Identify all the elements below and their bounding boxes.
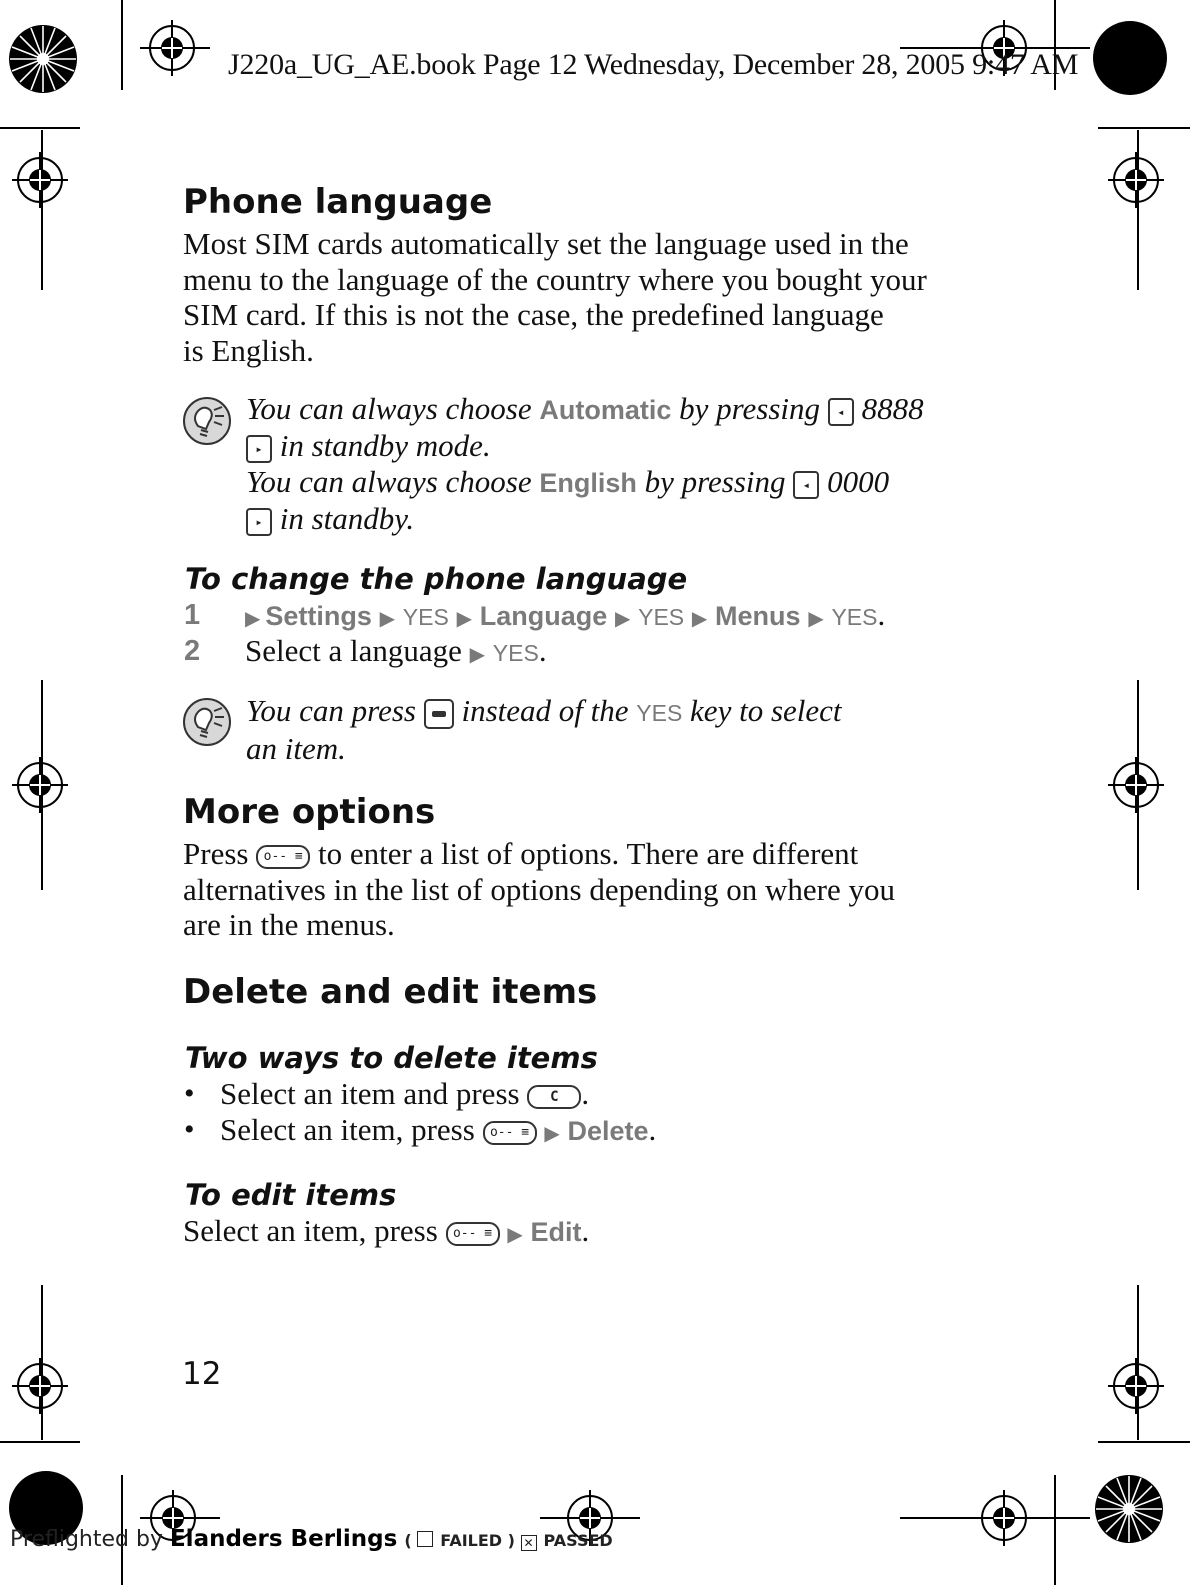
right-selection-key-icon: ▸ [246, 508, 272, 536]
section-title-delete-edit: Delete and edit items [183, 972, 598, 1012]
options-key-icon: o-- ≡ [446, 1222, 500, 1246]
registration-mark-icon [12, 1358, 68, 1414]
left-selection-key-icon: ◂ [828, 398, 854, 426]
right-arrow-icon: ▶ [379, 608, 396, 630]
body-line: menu to the language of the country where you bought your [183, 261, 927, 297]
tip-lightbulb-icon [182, 697, 232, 747]
right-arrow-icon: ▶ [544, 1123, 560, 1145]
registration-mark-icon [976, 1490, 1032, 1546]
registration-mark-icon [1108, 1358, 1164, 1414]
key-yes: YES [831, 604, 878, 630]
edit-instruction: Select an item, press o-- ≡ ▶ Edit. [183, 1213, 590, 1248]
preflight-footer: Preflighted by Elanders Berlings ( FAILED ) ✕ PASSED [10, 1526, 613, 1552]
registration-mark-icon [1108, 757, 1164, 813]
left-selection-key-icon: ◂ [793, 471, 819, 499]
options-key-icon: o-- ≡ [256, 845, 310, 869]
right-arrow-icon: ▶ [691, 608, 708, 630]
right-arrow-icon: ▶ [469, 644, 486, 666]
key-yes: YES [636, 700, 683, 726]
body-line: is English. [183, 332, 314, 368]
menu-english: English [539, 468, 637, 498]
tip-automatic-english [246, 391, 1006, 537]
key-yes: YES [492, 640, 539, 666]
registration-mark-icon [12, 152, 68, 208]
tip-line: You can always choose Automatic by pressing ◂ 8888 [246, 391, 924, 426]
tip-joystick [246, 693, 1006, 767]
bullet-item: Select an item and press C . [220, 1076, 590, 1111]
tip-line: You can always choose English by pressing ◂ 0000 [246, 464, 890, 499]
body-line: Most SIM cards automatically set the language used in the [183, 226, 909, 261]
body-line: are in the menus. [183, 907, 395, 942]
registration-mark-icon [144, 20, 200, 76]
tip-line: ▸ in standby mode. [246, 428, 1006, 464]
menu-language: Language [479, 601, 608, 631]
key-yes: YES [402, 604, 449, 630]
menu-settings: Settings [265, 601, 372, 631]
more-options-body [183, 836, 993, 943]
right-selection-key-icon: ▸ [246, 435, 272, 463]
right-arrow-icon: ▶ [808, 608, 824, 630]
subsection-title-change-language: To change the phone language [185, 562, 688, 596]
section-title-more-options: More options [183, 792, 436, 832]
tip-lightbulb-icon [182, 396, 232, 446]
tip-line: an item. [246, 731, 346, 766]
subsection-title-edit: To edit items [185, 1178, 397, 1212]
starburst-icon [1094, 1474, 1164, 1544]
menu-delete: Delete [567, 1116, 649, 1146]
menu-menus: Menus [715, 601, 801, 631]
passed-checkbox: ✕ [521, 1535, 537, 1551]
failed-checkbox [417, 1531, 433, 1547]
subsection-title-delete: Two ways to delete items [185, 1041, 598, 1075]
print-header: J220a_UG_AE.book Page 12 Wednesday, December 28, 2005 9:47 AM [228, 48, 1079, 81]
menu-automatic: Automatic [539, 395, 672, 425]
failed-label: FAILED [440, 1531, 503, 1550]
bullet-item: Select an item, press o-- ≡ ▶ Delete. [220, 1112, 657, 1147]
clear-key-icon: C [527, 1085, 581, 1109]
step-2: Select a language ▶ YES. [245, 633, 547, 668]
menu-edit: Edit [530, 1217, 582, 1247]
joystick-key-icon [424, 699, 454, 729]
right-arrow-icon: ▶ [245, 608, 266, 630]
body-line: alternatives in the list of options depending on where you [183, 871, 895, 907]
phone-language-body [183, 226, 993, 368]
options-key-icon: o-- ≡ [483, 1121, 537, 1145]
right-arrow-icon: ▶ [507, 1224, 523, 1246]
solid-circle-mark-icon [1092, 20, 1168, 96]
body-line: SIM card. If this is not the case, the predefined language [183, 297, 884, 332]
right-arrow-icon: ▶ [614, 608, 631, 630]
preflighted-label: Preflighted by [10, 1527, 163, 1552]
brand-name: Elanders Berlings [169, 1526, 398, 1552]
tip-line: ▸ in standby. [246, 501, 1006, 537]
passed-label: PASSED [543, 1531, 613, 1550]
registration-mark-icon [1108, 152, 1164, 208]
tip-line: You can press instead of the YES key to select [246, 693, 842, 728]
starburst-icon [8, 24, 78, 94]
body-line: Press o-- ≡ to enter a list of options. There are different [183, 836, 859, 871]
step-number: 1 [184, 599, 201, 631]
registration-mark-icon [12, 757, 68, 813]
bullet-icon: • [184, 1113, 195, 1146]
section-title-phone-language: Phone language [183, 182, 493, 222]
key-yes: YES [638, 604, 685, 630]
page-number: 12 [182, 1356, 222, 1392]
right-arrow-icon: ▶ [456, 608, 472, 630]
bullet-icon: • [184, 1077, 195, 1110]
step-1: ▶ Settings ▶ YES ▶ Language ▶ YES ▶ Menus ▶ YES. [245, 597, 886, 632]
step-number: 2 [184, 635, 201, 667]
